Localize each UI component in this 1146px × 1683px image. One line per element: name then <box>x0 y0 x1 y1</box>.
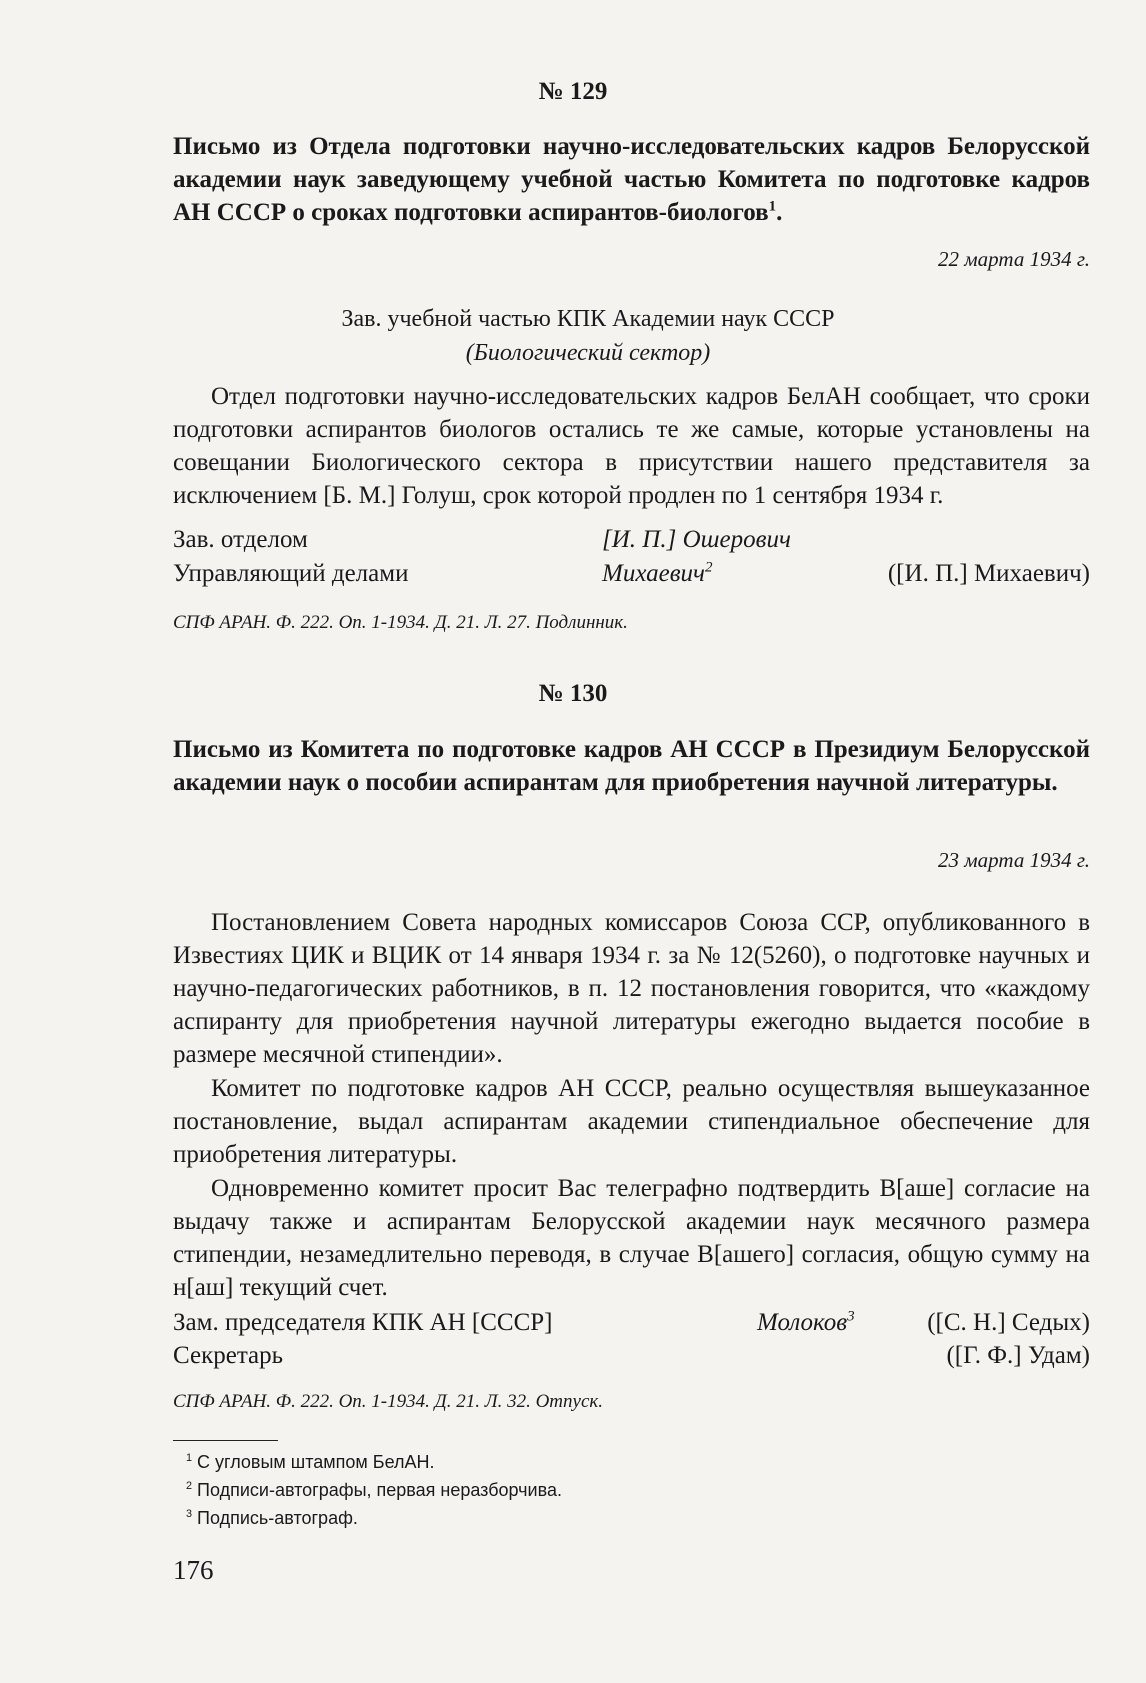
page-number: 176 <box>173 1555 214 1585</box>
doc129-title: Письмо из Отдела подготовки научно-исследовательских кадров Белорусской академии наук заведующему учебной частью Комитета по подготовке кадров АН СССР о сроках подготовки аспирантов-биологов$^1$. <box>173 133 1090 226</box>
doc129-body: Отдел подготовки научно-исследовательских кадров БелАН сообщает, что сроки подготовки аспирантов биологов остались те же самые, которые установлены на совещании Биологического сектора в присутствии нашего представителя за исключением [Б. М.] Голуш, срок которой продлен по 1 сентября 1934 г. <box>173 383 1090 509</box>
doc130-sig1-role: Зам. председателя КПК АН [СССР] <box>173 1309 553 1336</box>
doc130-para3: Одновременно комитет просит Вас телеграфно подтвердить В[аше] согласие на выдачу также и аспирантам Белорусской академии наук месячного размера стипендии, незамедлительно переводя, в случае В[ашего] согласия, общую сумму на н[аш] текущий счет. <box>173 1175 1090 1301</box>
footnote-ref-2: 2 <box>704 559 713 576</box>
footnote-3: $^3$ Подпись-автограф. <box>186 1508 358 1528</box>
doc129-sig2-name: ([И. П.] Михаевич) <box>887 560 1090 587</box>
doc129-date: 22 марта 1934 г. <box>938 247 1090 271</box>
footnote-divider <box>173 1440 278 1441</box>
footnote-1: $^1$ С угловым штампом БелАН. <box>186 1452 435 1472</box>
doc129-addressee: Зав. учебной частью КПК Академии наук СССР <box>341 306 835 332</box>
doc130-sig1-autograph: Молоков$^3$ <box>757 1308 855 1336</box>
footnote-ref-3: 3 <box>847 1308 855 1325</box>
doc129-sig2-role: Управляющий делами <box>173 560 409 587</box>
doc130-number: № 130 <box>538 680 608 707</box>
doc130-date: 23 марта 1934 г. <box>938 848 1090 872</box>
doc130-sig2-name: ([Г. Ф.] Удам) <box>946 1342 1090 1369</box>
doc130-para1: Постановлением Совета народных комиссаров Союза ССР, опубликованного в Известиях ЦИК и ВЦИК от 14 января 1934 г. за № 12(5260), о подготовке научных и научно-педагогических работников, в п. 12 постановления говорится, что «каждому аспиранту для приобретения научной литературы ежегодно выдается пособие в размере месячной стипендии». <box>173 909 1090 1068</box>
doc130-sig1-name: ([С. Н.] Седых) <box>927 1309 1090 1336</box>
doc129-sig2-autograph: Михаевич$^2$ <box>602 559 713 587</box>
doc129-sig1-name: [И. П.] Ошерович <box>602 526 791 553</box>
doc130-title: Письмо из Комитета по подготовке кадров АН СССР в Президиум Белорусской академии наук о пособии аспирантам для приобретения научной литературы. <box>173 736 1090 796</box>
doc129-addressee-sector: (Биологический сектор) <box>465 340 711 366</box>
footnote-2: $^2$ Подписи-автографы, первая неразборчива. <box>186 1480 562 1500</box>
footnote-ref-1: 1 <box>768 198 777 215</box>
doc129-number: № 129 <box>538 78 608 105</box>
doc129-sig1-role: Зав. отделом <box>173 526 308 553</box>
doc130-source: СПФ АРАН. Ф. 222. Оп. 1-1934. Д. 21. Л. 32. Отпуск. <box>173 1391 604 1412</box>
doc130-para2: Комитет по подготовке кадров АН СССР, реально осуществляя вышеуказанное постановление, выдал аспирантам академии стипендиальное обеспечение для приобретения литературы. <box>173 1075 1090 1168</box>
doc129-source: СПФ АРАН. Ф. 222. Оп. 1-1934. Д. 21. Л. 27. Подлинник. <box>173 612 628 633</box>
doc130-sig2-role: Секретарь <box>173 1342 284 1369</box>
